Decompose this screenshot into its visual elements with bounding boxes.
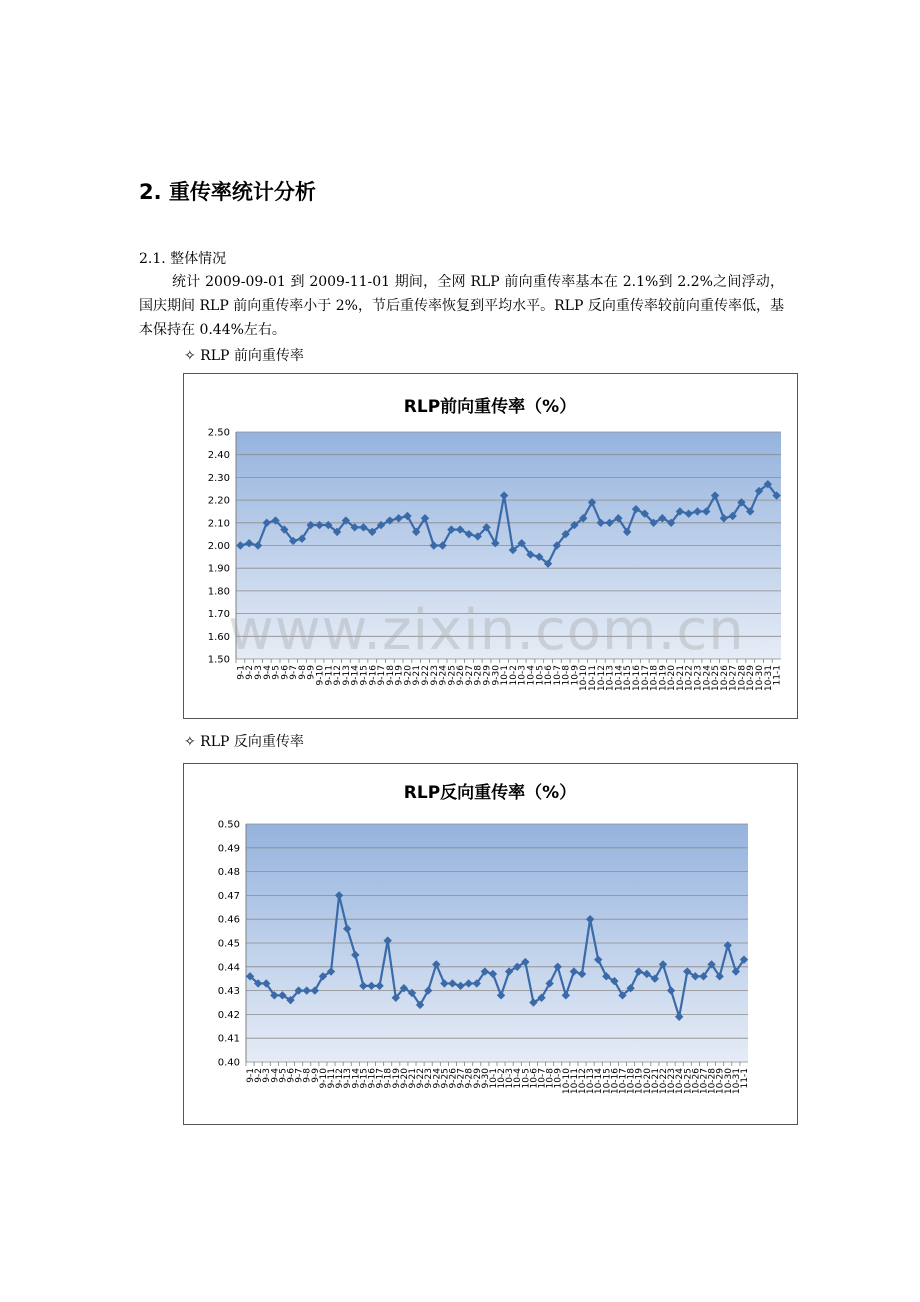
- x-tick-label: 9-16: [368, 665, 379, 686]
- y-tick-label: 2.50: [207, 427, 230, 439]
- x-tick-label: 9-2: [245, 665, 256, 680]
- x-tick-label: 11-1: [772, 665, 783, 686]
- x-tick-label: 10-21: [675, 665, 686, 692]
- x-tick-label: 10-24: [702, 665, 713, 692]
- x-tick-label: 9-11: [324, 665, 335, 686]
- x-tick-label: 9-9: [310, 1068, 321, 1083]
- y-tick-label: 1.60: [207, 631, 230, 643]
- x-tick-label: 10-10: [579, 665, 590, 692]
- x-tick-label: 9-5: [278, 1068, 289, 1083]
- x-tick-label: 10-16: [610, 1068, 621, 1095]
- x-tick-label: 10-7: [552, 665, 563, 686]
- x-tick-label: 9-13: [341, 665, 352, 686]
- x-tick-label: 9-22: [416, 1068, 427, 1089]
- x-tick-label: 10-23: [667, 1068, 678, 1095]
- x-tick-label: 10-27: [699, 1068, 710, 1095]
- y-tick-label: 0.44: [217, 962, 240, 974]
- x-tick-label: 9-14: [351, 1068, 362, 1089]
- x-tick-label: 9-10: [318, 1068, 329, 1089]
- x-tick-label: 9-12: [335, 1068, 346, 1089]
- x-tick-label: 9-20: [399, 1068, 410, 1089]
- x-tick-label: 10-31: [731, 1068, 742, 1095]
- x-tick-label: 10-24: [675, 1068, 686, 1095]
- x-tick-label: 10-21: [650, 1068, 661, 1095]
- y-tick-label: 1.70: [207, 609, 230, 621]
- x-tick-label: 9-18: [385, 665, 396, 686]
- chart-title: RLP反向重传率（%）: [403, 783, 577, 803]
- x-tick-label: 10-1: [488, 1068, 499, 1089]
- x-tick-label: 10-9: [553, 1068, 564, 1089]
- x-tick-label: 9-1: [246, 1068, 257, 1083]
- y-tick-label: 0.49: [217, 843, 240, 855]
- x-tick-label: 10-15: [623, 665, 634, 692]
- x-tick-label: 9-21: [407, 1068, 418, 1089]
- x-tick-label: 10-23: [693, 665, 704, 692]
- x-tick-label: 9-9: [306, 665, 317, 680]
- chart-forward-rate: [183, 373, 798, 719]
- y-tick-label: 0.40: [217, 1057, 240, 1069]
- x-tick-label: 10-7: [537, 1068, 548, 1089]
- x-tick-label: 10-19: [634, 1068, 645, 1095]
- y-tick-label: 0.50: [217, 819, 240, 831]
- x-tick-label: 10-5: [521, 1068, 532, 1089]
- x-tick-label: 9-3: [253, 665, 264, 680]
- chart-reverse-rate: [183, 763, 798, 1125]
- x-tick-label: 9-21: [412, 665, 423, 686]
- x-tick-label: 9-18: [383, 1068, 394, 1089]
- x-tick-label: 9-26: [456, 665, 467, 686]
- x-tick-label: 9-16: [367, 1068, 378, 1089]
- x-tick-label: 9-29: [482, 665, 493, 686]
- x-tick-label: 9-6: [286, 1068, 297, 1083]
- x-tick-label: 9-24: [438, 665, 449, 686]
- x-tick-label: 10-2: [508, 665, 519, 686]
- x-tick-label: 9-1: [236, 665, 247, 680]
- chart-title: RLP前向重传率（%）: [403, 397, 577, 417]
- x-tick-label: 10-26: [691, 1068, 702, 1095]
- x-tick-label: 10-20: [667, 665, 678, 692]
- y-tick-label: 0.47: [217, 890, 240, 902]
- summary-paragraph: 统计 2009-09-01 到 2009-11-01 期间，全网 RLP 前向重传率基本在 2.1%到 2.2%之间浮动，国庆期间 RLP 前向重传率小于 2%，节后重传率恢复到平均水平。RLP 反向重传率较前向重传率低，基本保持在 0.44%左右。: [139, 274, 784, 338]
- y-tick-label: 2.30: [207, 472, 230, 484]
- y-tick-label: 0.43: [217, 986, 240, 998]
- x-tick-label: 9-2: [254, 1068, 265, 1083]
- x-tick-label: 10-10: [561, 1068, 572, 1095]
- x-tick-label: 10-4: [513, 1068, 524, 1089]
- x-tick-label: 9-4: [270, 1068, 281, 1083]
- x-tick-label: 9-26: [448, 1068, 459, 1089]
- x-tick-label: 10-29: [746, 665, 757, 692]
- chart-forward-svg: [184, 374, 797, 718]
- x-tick-label: 10-12: [596, 665, 607, 692]
- x-tick-label: 10-2: [497, 1068, 508, 1089]
- x-tick-label: 10-28: [737, 665, 748, 692]
- x-tick-label: 9-3: [262, 1068, 273, 1083]
- x-tick-label: 10-29: [715, 1068, 726, 1095]
- y-tick-label: 1.50: [207, 654, 230, 666]
- x-tick-label: 9-27: [464, 665, 475, 686]
- bullet-forward-rate: ✧ RLP 前向重传率: [184, 348, 304, 364]
- y-tick-label: 0.45: [217, 938, 240, 950]
- x-tick-label: 9-10: [315, 665, 326, 686]
- y-tick-label: 1.80: [207, 586, 230, 598]
- x-tick-label: 9-8: [297, 665, 308, 680]
- x-tick-label: 10-18: [649, 665, 660, 692]
- y-tick-label: 0.41: [217, 1033, 240, 1045]
- x-tick-label: 9-7: [294, 1068, 305, 1083]
- x-tick-label: 10-17: [640, 665, 651, 692]
- x-tick-label: 10-8: [561, 665, 572, 686]
- section-heading: 2. 重传率统计分析: [139, 180, 316, 204]
- x-tick-label: 10-15: [602, 1068, 613, 1095]
- x-tick-label: 10-1: [500, 665, 511, 686]
- x-tick-label: 10-25: [711, 665, 722, 692]
- x-tick-label: 9-27: [456, 1068, 467, 1089]
- x-tick-label: 9-6: [280, 665, 291, 680]
- x-tick-label: 9-25: [447, 665, 458, 686]
- x-tick-label: 10-27: [728, 665, 739, 692]
- x-tick-label: 10-14: [614, 665, 625, 692]
- x-tick-label: 9-29: [472, 1068, 483, 1089]
- x-tick-label: 9-12: [333, 665, 344, 686]
- x-tick-label: 10-31: [763, 665, 774, 692]
- x-tick-label: 10-5: [535, 665, 546, 686]
- y-tick-label: 2.10: [207, 518, 230, 530]
- x-tick-label: 9-5: [271, 665, 282, 680]
- x-tick-label: 9-4: [262, 665, 273, 680]
- x-tick-label: 10-22: [658, 1068, 669, 1095]
- x-tick-label: 9-11: [327, 1068, 338, 1089]
- x-tick-label: 9-25: [440, 1068, 451, 1089]
- y-tick-label: 1.90: [207, 563, 230, 575]
- x-tick-label: 9-17: [375, 1068, 386, 1089]
- x-tick-label: 10-18: [626, 1068, 637, 1095]
- x-tick-label: 9-15: [359, 1068, 370, 1089]
- x-tick-label: 9-28: [464, 1068, 475, 1089]
- x-tick-label: 10-6: [544, 665, 555, 686]
- x-tick-label: 9-20: [403, 665, 414, 686]
- x-tick-label: 10-22: [684, 665, 695, 692]
- bullet-reverse-rate: ✧ RLP 反向重传率: [184, 734, 304, 750]
- watermark: www.zixin.com.cn: [228, 598, 745, 663]
- x-tick-label: 10-9: [570, 665, 581, 686]
- y-tick-label: 0.46: [217, 914, 240, 926]
- x-tick-label: 10-11: [569, 1068, 580, 1095]
- x-tick-label: 9-13: [343, 1068, 354, 1089]
- x-tick-label: 10-28: [707, 1068, 718, 1095]
- x-tick-label: 9-15: [359, 665, 370, 686]
- y-tick-label: 0.48: [217, 867, 240, 879]
- x-tick-label: 10-26: [719, 665, 730, 692]
- x-tick-label: 9-19: [391, 1068, 402, 1089]
- x-tick-label: 10-12: [578, 1068, 589, 1095]
- x-tick-label: 9-30: [491, 665, 502, 686]
- y-tick-label: 2.00: [207, 541, 230, 552]
- x-tick-label: 10-3: [517, 665, 528, 686]
- x-tick-label: 10-14: [594, 1068, 605, 1095]
- x-tick-label: 10-13: [605, 665, 616, 692]
- x-tick-label: 10-17: [618, 1068, 629, 1095]
- x-tick-label: 10-16: [631, 665, 642, 692]
- x-tick-label: 9-19: [394, 665, 405, 686]
- x-tick-label: 9-22: [420, 665, 431, 686]
- x-tick-label: 11-1: [739, 1068, 750, 1089]
- x-tick-label: 9-17: [377, 665, 388, 686]
- x-tick-label: 10-19: [658, 665, 669, 692]
- chart-reverse-svg: [184, 764, 797, 1124]
- x-tick-label: 10-8: [545, 1068, 556, 1089]
- x-tick-label: 9-23: [429, 665, 440, 686]
- x-tick-label: 10-13: [586, 1068, 597, 1095]
- x-tick-label: 10-6: [529, 1068, 540, 1089]
- x-tick-label: 9-30: [480, 1068, 491, 1089]
- x-tick-label: 10-11: [588, 665, 599, 692]
- x-tick-label: 10-3: [505, 1068, 516, 1089]
- x-tick-label: 10-25: [683, 1068, 694, 1095]
- x-tick-label: 10-20: [642, 1068, 653, 1095]
- x-tick-label: 9-7: [289, 665, 300, 680]
- y-tick-label: 2.20: [207, 495, 230, 507]
- x-tick-label: 10-4: [526, 665, 537, 686]
- x-tick-label: 9-23: [424, 1068, 435, 1089]
- x-tick-label: 9-14: [350, 665, 361, 686]
- y-tick-label: 2.40: [207, 450, 230, 462]
- x-tick-label: 10-30: [723, 1068, 734, 1095]
- subsection-heading: 2.1. 整体情况: [139, 251, 227, 267]
- y-tick-label: 0.42: [217, 1009, 240, 1021]
- x-tick-label: 9-8: [302, 1068, 313, 1083]
- x-tick-label: 9-24: [432, 1068, 443, 1089]
- x-tick-label: 9-28: [473, 665, 484, 686]
- x-tick-label: 10-30: [755, 665, 766, 692]
